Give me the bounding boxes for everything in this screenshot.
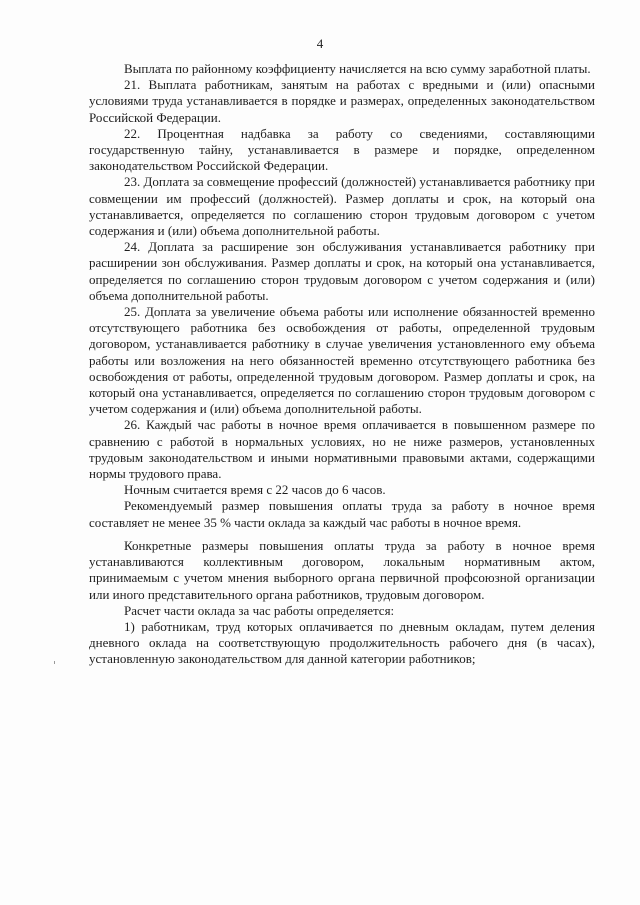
paragraph-25: 25. Доплата за увеличение объема работы или исполнение обязанностей временно отсутствующего работника без освобождения от работы, определенной трудовым договором, устанавливается работнику в случае увеличения установленного ему объема работы или возложения на него обязанностей временно отсутствующего работника без освобождения от работы, определенной трудовым договором. Размер доплаты и срок, на который она устанавливается, определяется по соглашению сторон трудовым договором с учетом содержания и (или) объема дополнительной работы. [89, 304, 595, 417]
scan-speck [54, 661, 55, 664]
document-body [89, 61, 595, 668]
paragraph-22: 22. Процентная надбавка за работу со сведениями, составляющими государственную тайну, устанавливается в размере и порядке, определенном законодательством Российской Федерации. [89, 125, 595, 174]
paragraph-26: 26. Каждый час работы в ночное время оплачивается в повышенном размере по сравнению с работой в нормальных условиях, но не ниже размеров, установленных трудовым законодательством и иными нормативными правовыми актами, содержащими нормы трудового права. [89, 417, 595, 482]
paragraph-specific-rates: Конкретные размеры повышения оплаты труда за работу в ночное время устанавливаются коллективным договором, локальным нормативным актом, принимаемым с учетом мнения выборного органа первичной профсоюзной организации или иного представительного органа работников, трудовым договором. [89, 537, 595, 602]
paragraph-recommended-rate: Рекомендуемый размер повышения оплаты труда за работу в ночное время составляет не менее 35 % части оклада за каждый час работы в ночное время. [89, 498, 595, 530]
paragraph-24: 24. Доплата за расширение зон обслуживания устанавливается работнику при расширении зон обслуживания. Размер доплаты и срок, на который она устанавливается, определяется по соглашению сторон трудовым договором с учетом содержания и (или) объема дополнительной работы. [89, 239, 595, 303]
paragraph-calculation-intro: Расчет части оклада за час работы определяется: [124, 602, 395, 618]
paragraph-23: 23. Доплата за совмещение профессий (должностей) устанавливается работнику при совмещении им профессий (должностей). Размер доплаты и срок, на который она устанавливается, определяется по соглашению сторон трудовым договором с учетом содержания и (или) объема дополнительной работы. [89, 174, 595, 239]
paragraph-regional-coefficient: Выплата по районному коэффициенту начисляется на всю сумму заработной платы. [124, 61, 591, 76]
page-number: 4 [316, 36, 324, 51]
paragraph-calculation-item-1: 1) работникам, труд которых оплачивается по дневным окладам, путем деления дневного оклада на соответствующую продолжительность рабочего дня (в часах), установленную законодательством для данной категории работников; [89, 618, 595, 667]
paragraph-21: 21. Выплата работникам, занятым на работах с вредными и (или) опасными условиями труда устанавливается в порядке и размерах, определенных законодательством Российской Федерации. [89, 77, 595, 125]
paragraph-night-hours: Ночным считается время с 22 часов до 6 часов. [124, 482, 386, 498]
